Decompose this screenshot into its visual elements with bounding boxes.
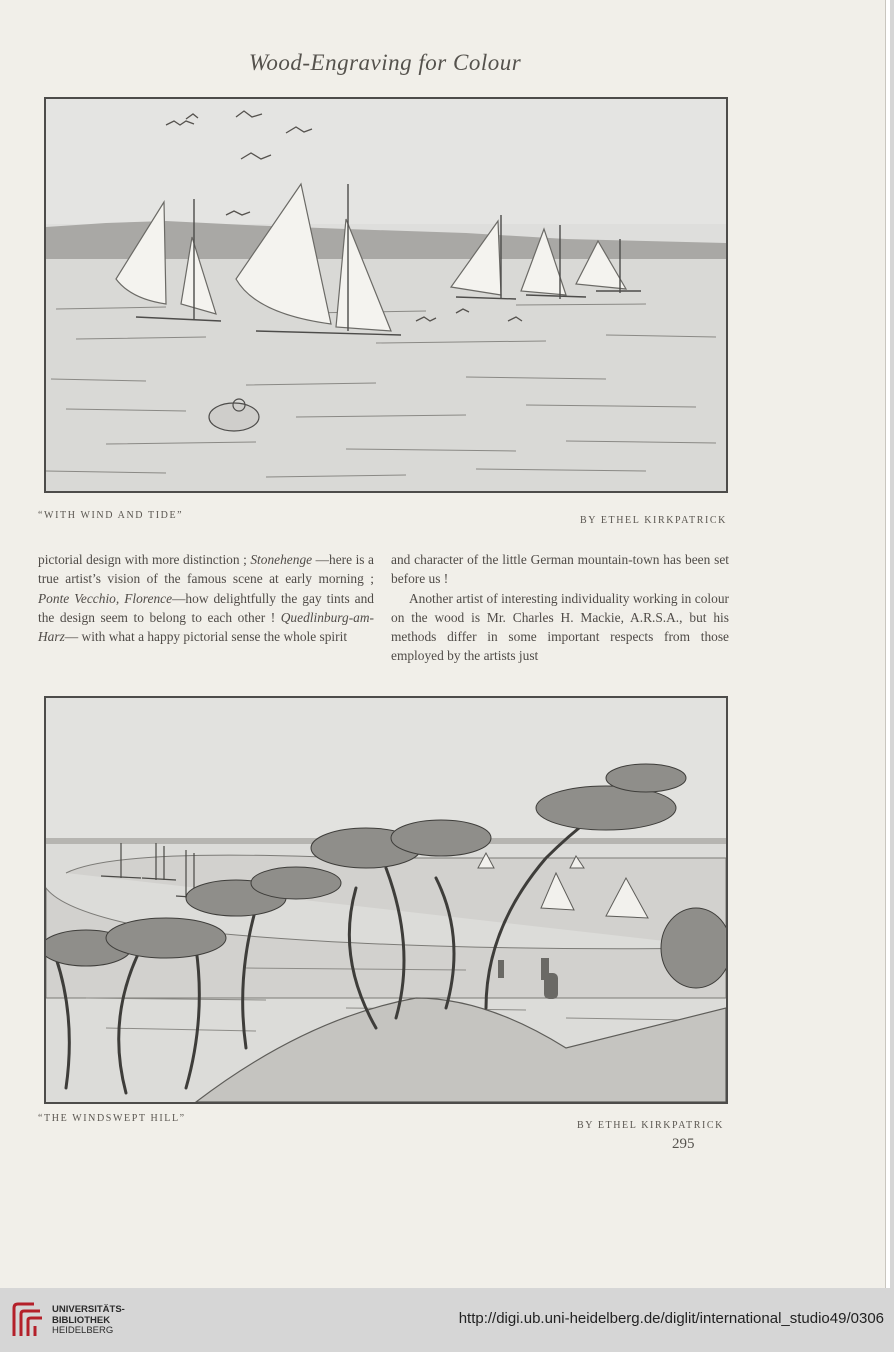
plate-with-wind-and-tide — [44, 97, 728, 493]
italic-title-stonehenge: Stonehenge — [250, 552, 313, 567]
right-column-paragraph-1: and character of the little German mountain-town has been set before us ! — [391, 552, 729, 587]
text-column-left — [38, 550, 374, 646]
sailing-boats-illustration — [46, 99, 726, 491]
text-run: —how delightfully the gay tints and the design seem to belong to each other ! — [38, 590, 374, 625]
figure-2-caption: “THE WINDSWEPT HILL” — [38, 1113, 186, 1124]
right-column-paragraph-2: Another artist of interesting individuality working in colour on the wood is Mr. Charles H. Mackie, A.R.S.A., but his methods differ in some important respects from those employed by the artists just — [391, 590, 729, 664]
plate-the-windswept-hill — [44, 696, 728, 1104]
figure-2-credit: BY ETHEL KIRKPATRICK — [577, 1120, 725, 1131]
figure-1-credit: BY ETHEL KIRKPATRICK — [580, 515, 728, 526]
library-name-line-3: HEIDELBERG — [52, 1325, 114, 1336]
heidelberg-library-logo-icon[interactable] — [10, 1302, 44, 1338]
windswept-trees-illustration — [46, 698, 726, 1102]
italic-title-quedlinburg: Quedlinburg-am-Harz — [38, 609, 374, 645]
source-url-link[interactable]: http://digi.ub.uni-heidelberg.de/diglit/international_studio49/0306 — [458, 1310, 884, 1327]
viewer-footer — [0, 1288, 894, 1352]
library-name-line-1: UNIVERSITÄTS- — [52, 1304, 125, 1315]
library-name-line-2: BIBLIOTHEK — [52, 1314, 111, 1326]
italic-title-ponte-vecchio: Ponte Vecchio, Florence — [38, 590, 173, 606]
text-column-right — [391, 550, 729, 666]
page-number: 295 — [672, 1136, 695, 1152]
page-edge — [885, 0, 890, 1288]
running-title: Wood-Engraving for Colour — [248, 50, 522, 75]
library-name — [52, 1305, 125, 1337]
figure-1-caption: “WITH WIND AND TIDE” — [38, 510, 184, 521]
left-column-paragraph — [38, 550, 374, 646]
text-run: pictorial design with more distinction ; — [38, 552, 251, 567]
text-run: — with what a happy pictorial sense the whole spirit — [64, 629, 348, 645]
text-run: —here is a true artist’s vision of the famous scene at early morning ; — [38, 552, 374, 587]
